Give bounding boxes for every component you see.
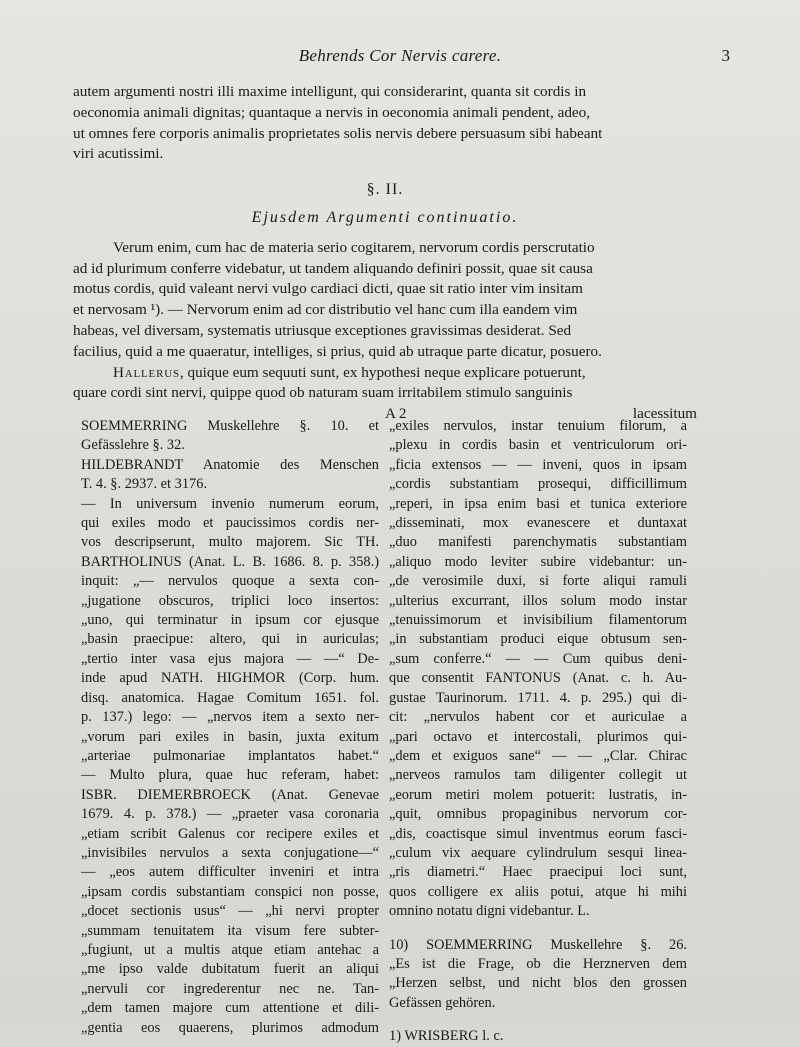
- section-heading: §. II.: [366, 181, 404, 199]
- footnote-line: „sum conferre.“ — — Cum quibus deni-: [389, 650, 687, 667]
- footnote-line: disq. anatomica. Hagae Comitum 1651. fol.: [81, 689, 379, 706]
- footnote-line: „etiam scribit Galenus cor recipere exiles et: [81, 825, 379, 842]
- text-line: motus cordis, quid valeant nervi vulgo cardiaci dicti, quae sit ratio inter vim insitam: [73, 280, 583, 298]
- footnote-line: „aliquo modo leviter subire videbantur: un-: [389, 553, 687, 570]
- author-name: Hallerus: [113, 363, 180, 381]
- text-line: Verum enim, cum hac de materia serio cogitarem, nervorum cordis perscrutatio: [113, 238, 595, 256]
- paragraph-2: [73, 363, 697, 405]
- main-text: [73, 82, 697, 426]
- text-line: autem argumenti nostri illi maxime intelligunt, qui considerarint, quanta sit cordis in: [73, 83, 587, 100]
- footnote-gap: [389, 922, 687, 936]
- footnote-gap: [389, 1013, 687, 1027]
- footnote-line: Gefässlehre §. 32.: [81, 437, 185, 454]
- footnote-line: „quit, omnibus propaginibus nervorum cor-: [389, 806, 687, 823]
- footnote-line: „duo manifesti parenchymatis substantiam: [389, 534, 687, 551]
- footnote-line: T. 4. §. 2937. et 3176.: [81, 476, 208, 493]
- footnote-line: „culum vix aequare cylindrulum sesqui linea-: [389, 844, 687, 861]
- footnote-line: 1) WRISBERG l. c.: [389, 1028, 504, 1045]
- text-line: oeconomia animali dignitas; quantaque a nervis in oeconomia animali pendent, adeo,: [73, 103, 591, 121]
- footnote-line: „tenuissimorum et invisibilium filamentorum: [389, 612, 687, 629]
- footnote-line: „de verosimile duxi, si forte aliqui ramuli: [389, 573, 687, 590]
- footnote-line: „jugatione obscuros, triplici loco insertos:: [81, 592, 379, 609]
- footnote-line: — Multo plura, quae huc referam, habet:: [81, 767, 379, 784]
- footnote-line: SOEMMERRING Muskellehre §. 10. et: [81, 418, 379, 434]
- footnote-line: „nervuli cor ingrederentur nec ne. Tan-: [81, 980, 379, 997]
- footnote-line: „pari octavo et intercostali, plurimos qui-: [389, 728, 687, 745]
- footnote-line: „arteriae pulmonariae implantatos habet.“: [81, 747, 379, 764]
- footnote-column-left: [81, 417, 379, 1038]
- text-line: ut omnes fere corporis animalis proprietates solis nervis debere persuasum sibi habeant: [73, 124, 603, 142]
- footnote-line: quos colligere ex aliis potui, atque hi mihi: [389, 883, 687, 900]
- footnote-column-right: [389, 417, 687, 1047]
- signature-mark: A 2: [385, 405, 407, 423]
- text-line: [73, 363, 697, 384]
- footnote-line: „reperi, in ipsa enim basi et tunica exteriore: [389, 495, 687, 512]
- footnote-line: que consentit FANTONUS (Anat. c. h. Au-: [389, 670, 687, 687]
- footnote-line: „dem et exiguos sane“ — — „Clar. Chirac: [389, 747, 687, 764]
- footnote-line: „Herzen selbst, und nicht blos den grossen: [389, 975, 687, 992]
- running-head: Behrends Cor Nervis carere.: [298, 46, 502, 65]
- footnote-line: „me ipso valde dubitatum fuerit an aliqui: [81, 961, 379, 978]
- footnote-line: qui exiles modo et paucissimos cordis ner-: [81, 515, 379, 532]
- footnote-line: „exiles nervulos, instar tenuium filorum, a: [389, 418, 687, 434]
- footnote-line: — In universum invenio numerum eorum,: [81, 495, 379, 512]
- footnote-line: BARTHOLINUS (Anat. L. B. 1686. 8. p. 358.): [81, 553, 379, 570]
- footnote-line: „uno, qui terminatur in ipsum cor ejusque: [81, 612, 379, 629]
- footnote-line: „ipsam cordis substantiam conspici non posse,: [81, 883, 379, 900]
- footnote-line: „fugiunt, ut a multis atque etiam antehac a: [81, 941, 379, 958]
- page-header: [0, 46, 800, 70]
- section-subtitle: Ejusdem Argumenti continuatio.: [251, 208, 519, 226]
- paragraph-1: [73, 238, 697, 363]
- footnote-line: vos descripserunt, multo majorem. Sic TH.: [81, 534, 379, 551]
- text-line: viri acutissimi.: [73, 145, 164, 163]
- footnote-line: „tertio inter vasa ejus majora — —“ De-: [81, 650, 379, 667]
- text-line: facilius, quid a me quaeratur, intelliges, si prius, quid ab utraque parte dicatur, posuero.: [73, 342, 602, 360]
- catchword: lacessitum: [632, 405, 697, 423]
- footnote-line: — „eos autem difficulter inveniri et intra: [81, 864, 379, 881]
- footnote-line: ISBR. DIEMERBROECK (Anat. Genevae: [81, 786, 379, 803]
- text-line: ad id plurimum conferre videbatur, ut tandem aliquando definiri possit, quae sit causa: [73, 259, 593, 277]
- footnote-line: „vorum pari exiles in basin, juxta exitum: [81, 728, 379, 745]
- footnote-line: inquit: „— nervulos quoque a sexta con-: [81, 573, 379, 590]
- footnote-line: „eorum metiri molem potuerit: lustratis, in-: [389, 786, 687, 803]
- text-fragment: , quique eum sequuti sunt, ex hypothesi neque explicare potuerunt,: [179, 363, 586, 381]
- footnote-line: „in substantiam produci eique obtusum sen-: [389, 631, 687, 648]
- footnote-line: 1679. 4. p. 378.) — „praeter vasa coronaria: [81, 806, 379, 823]
- footnote-line: „ficia extensos — — inveni, quos in ipsam: [389, 456, 687, 473]
- footnote-line: „Es ist die Frage, ob die Herznerven dem: [389, 955, 687, 972]
- footnote-line: „disseminati, mox evanescere et duntaxat: [389, 515, 687, 532]
- footnote-line: omnino notatu digni videbantur. L.: [389, 903, 590, 920]
- footnote-line: cit: „nervulos habent cor et auriculae a: [389, 709, 687, 726]
- footnote-line: p. 137.) lego: — „nervos item a sexto ner-: [81, 709, 379, 726]
- footnote-line: „cordis substantiam prosequi, difficillimum: [389, 476, 687, 493]
- footnote-line: „ris diametri.“ Haec praecipui loci sunt,: [389, 864, 687, 881]
- footnote-line: „gentia eos quaerens, plurimos admodum: [81, 1019, 379, 1036]
- footnote-line: „ulterius excurrant, illos solum modo instar: [389, 592, 687, 609]
- footnote-line: „basin praecipue: altero, qui in auriculas;: [81, 631, 379, 648]
- footnote-line: 10) SOEMMERRING Muskellehre §. 26.: [389, 936, 687, 953]
- footnote-line: Gefässen gehören.: [389, 994, 496, 1011]
- intro-paragraph: [73, 82, 697, 165]
- footnote-line: „dem tamen majore cum attentione et dili-: [81, 1000, 379, 1017]
- footnote-line: „summam tenuitatem ita visum fere subter-: [81, 922, 379, 939]
- footnote-line: „docet sectionis usus“ — „hi nervi propter: [81, 903, 379, 920]
- text-line: et nervosam ¹). — Nervorum enim ad cor distributio vel hanc cum illa eandem vim: [73, 301, 578, 319]
- footnote-line: inde apud NATH. HIGHMOR (Corp. hum.: [81, 670, 379, 687]
- page-number: 3: [721, 46, 730, 65]
- footnote-line: „nerveos ramulos tam diligenter collegit ut: [389, 767, 687, 784]
- footnote-line: gustae Taurinorum. 1711. 4. p. 295.) qui di-: [389, 689, 687, 706]
- text-line: habeas, vel diversam, systematis utriusque exceptiones gravissimas desiderat. Sed: [73, 321, 572, 339]
- footnote-line: HILDEBRANDT Anatomie des Menschen: [81, 456, 379, 473]
- footnote-line: „invisibiles nervulos a sexta conjugatione—“: [81, 844, 379, 861]
- text-line: quare cordi sint nervi, quippe quod ob naturam suam irritabilem stimulo sanguinis: [73, 384, 573, 402]
- footnote-line: „plexu in cordis basin et ventriculorum ori-: [389, 437, 687, 454]
- footnote-line: „dis, coactisque simul inventmus eorum fasci-: [389, 825, 687, 842]
